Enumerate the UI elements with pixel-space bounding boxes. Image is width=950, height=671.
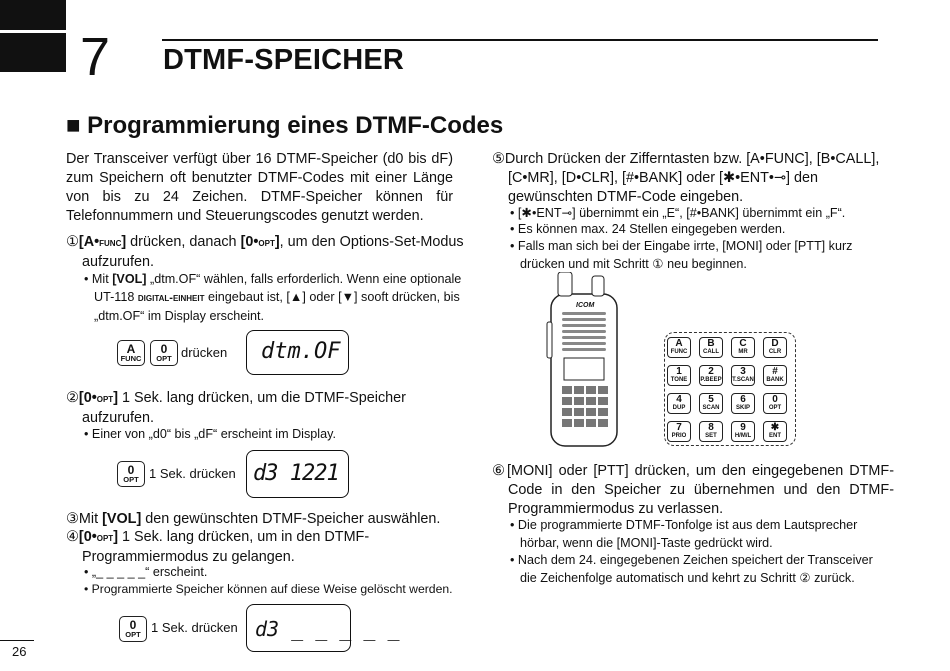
key-opt-label: opt [96,393,114,405]
keypad-key-sub: MR [738,349,748,355]
keypad-key-main: # [772,366,778,377]
step-6-num: ⑥ [492,463,507,479]
fig1-label: drücken [181,345,228,360]
keypad-key-sub: H/M/L [734,433,752,439]
lcd-text: dtm.OF [261,339,341,364]
key-0-opt: [0• [78,529,97,545]
keypad-key-func [667,337,691,358]
keypad-key-main: ✱ [770,422,780,433]
radio-brand: ICOM [576,302,595,309]
chapter-tab-line [0,30,66,33]
keypad-key-sub: T.SCAN [732,377,754,383]
bullet-text: „_ _ _ _ _“ erscheint. [91,565,208,579]
keypad-key-main: 5 [708,394,714,405]
key-func-label: func [99,237,122,249]
lcd-text: d3 _ _ _ _ _ [255,617,400,641]
bullet-text: eingebaut ist, [▲] oder [▼] sooft drücken, bis „dtm.OF“ im Display erscheint. [94,290,460,323]
func-key-icon: A FUNC [117,340,145,366]
step-2 [66,389,469,428]
section-marker: ■ [66,112,81,139]
keypad-key-main: 4 [676,394,682,405]
keypad-key-main: 7 [676,422,682,433]
keypad-key-sub: PRIO [671,433,687,439]
keypad-key-sub: SKIP [735,405,750,411]
keypad-key-sub: CALL [703,349,719,355]
step-5 [492,150,894,207]
bracket: ] [274,234,280,250]
lcd-display-1 [246,330,349,375]
bullet-text: Mit [91,272,113,286]
keypad-key-main: 9 [740,422,746,433]
step-1-bullet: • Mit [VOL] „dtm.OF“ wählen, falls erforderlich. Wenn eine optionale UT-118 digital-einheit eingebaut ist, [▲] oder [▼] sooft drücken, bis „dtm.OF“ im Display erscheint. [84,272,462,323]
step-4 [66,528,469,567]
keypad-key-sub: SCAN [702,405,720,411]
header-rule [162,39,878,41]
keypad-key-ent [763,421,787,442]
keypad-key-main: 1 [676,366,682,377]
step-3-num: ③ [66,511,79,527]
step-5-num: ⑤ [492,151,505,167]
bullet-text: Falls man sich bei der Eingabe irrte, [MONI] oder [PTT] kurz drücken und mit Schritt ① neu beginnen. [517,239,853,271]
fig2-label: 1 Sek. drücken [149,466,236,481]
step-3 [66,510,469,529]
step-5-bullet-2: • Es können max. 24 Stellen eingegeben werden. [510,222,786,236]
keypad-key-sub: SET [705,433,717,439]
keypad-key-main: B [707,338,715,349]
bracket: ] [121,234,127,250]
keypad-key-skip [731,393,755,414]
radio-illustration [546,272,622,448]
bullet-text: Die programmierte DTMF-Tonfolge ist aus dem Lautsprecher hörbar, wenn die [MONI]-Taste gedrückt wird. [517,518,858,550]
step-2-rest: 1 Sek. lang drücken, um die DTMF-Speicher aufzurufen. [82,390,406,426]
keypad-key-scan [699,393,723,414]
lcd-text: d3 1221 [253,461,339,486]
chapter-number: 7 [80,27,111,87]
step-5-bullet-1: • [✱•ENT⊸] übernimmt ein „E“, [#•BANK] übernimmt ein „F“. [510,206,846,220]
page-number: 26 [12,644,27,659]
keypad-key-sub: OPT [768,405,782,411]
step-4-bullet-2: • Programmierte Speicher können auf diese Weise gelöscht werden. [84,582,453,596]
keypad-key-sub: CLR [768,349,782,355]
keypad-key-main: 0 [772,394,778,405]
keypad-key-clr [763,337,787,358]
bullet-text: Nach dem 24. eingegebenen Zeichen speichert der Transceiver die Zeichenfolge automatisch und kehrt zu Schritt ② zurück. [517,553,873,585]
step-4-num: ④ [66,529,79,545]
keypad-key-main: D [771,338,779,349]
section-title-text: Programmierung eines DTMF-Codes [87,112,504,139]
step-6 [492,462,894,519]
keypad-key-sub: ENT [769,433,781,439]
keypad-key-main: 8 [708,422,714,433]
bullet-text: [✱•ENT⊸] übernimmt ein „E“, [#•BANK] übernimmt ein „F“. [517,206,846,220]
step-3-text: Mit [78,511,103,527]
bracket: ] [113,529,118,545]
key-opt-label: opt [96,532,114,544]
keypad-key-hml [731,421,755,442]
bullet-text: „dtm.OF“ wählen, falls erforderlich. Wenn eine optionale UT-118 [94,272,462,304]
step-1-num: ① [66,234,79,250]
keypad-key-opt [763,393,787,414]
step-5-text: Durch Drücken der Zifferntasten bzw. [A•FUNC], [B•CALL], [C•MR], [D•CLR], [#•BANK] oder [✱•ENT•⊸] den gewünschten DTMF-Code eingeben. [504,151,880,205]
keypad-key-sub: TONE [670,377,688,383]
step-5-bullet-3: • Falls man sich bei der Eingabe irrte, [MONI] oder [PTT] kurz drücken und mit Schritt ① neu beginnen. [510,239,853,271]
keypad-key-sub: BANK [766,377,784,383]
step-6-bullet-2: • Nach dem 24. eingegebenen Zeichen speichert der Transceiver die Zeichenfolge automatisch und kehrt zu Schritt ② zurück. [510,553,873,585]
unit-label: digital-einheit [137,292,205,304]
opt-key-icon: 0 OPT [150,340,178,366]
step-3-text: den gewünschten DTMF-Speicher auswählen. [141,511,441,527]
bullet-text: Einer von „d0“ bis „dF“ erscheint im Display. [91,427,336,441]
keypad-key-bank [763,365,787,386]
step-4-bullet-1: • „_ _ _ _ _“ erscheint. [84,565,208,579]
step-6-text: [MONI] oder [PTT] drücken, um den eingegebenen DTMF-Code in den Speicher zu übernehmen und den DTMF-Programmiermodus zu verlassen. [506,463,894,517]
key-0-opt: [0• [240,234,259,250]
step-1-mid: drücken, danach [126,234,241,250]
keypad-key-main: 2 [708,366,714,377]
keypad-key-sub: FUNC [670,349,688,355]
key-vol: [VOL] [102,511,142,527]
keypad-key-tone [667,365,691,386]
opt-key-icon: 0 OPT [119,616,147,642]
keypad-key-set [699,421,723,442]
key-a-func: [A• [78,234,100,250]
section-title [66,112,503,140]
keypad-key-call [699,337,723,358]
key-0-opt: [0• [78,390,97,406]
keypad-key-pbeep [699,365,723,386]
fig3-label: 1 Sek. drücken [151,620,238,635]
step-1-rest: , um den Options-Set-Modus aufzurufen. [82,234,464,270]
step-4-rest: 1 Sek. lang drücken, um in den DTMF-Programmiermodus zu gelangen. [82,529,370,565]
keypad-key-sub: DUP [672,405,686,411]
keypad-key-mr [731,337,755,358]
keypad-key-main: C [739,338,747,349]
keypad-key-main: 6 [740,394,746,405]
chapter-title: DTMF-SPEICHER [163,44,405,76]
step-2-num: ② [66,390,79,406]
key-vol: [VOL] [112,272,147,286]
keypad-key-dup [667,393,691,414]
bracket: ] [113,390,118,406]
keypad-key-main: A [675,338,683,349]
intro-paragraph: Der Transceiver verfügt über 16 DTMF-Speicher (d0 bis dF) zum Speichern oft benutzter DTMF-Codes mit einer Länge von bis zu 24 Zeichen. DTMF-Speicher können für Telefonnummern und Steuerungscodes genutzt werden. [66,151,453,224]
lcd-display-3 [246,604,400,652]
page-number-rule [0,640,34,641]
step-1 [66,233,469,272]
bullet-text: Es können max. 24 Stellen eingegeben werden. [517,222,786,236]
keypad-key-sub: P.BEEP [700,377,722,383]
keypad-key-tscan [731,365,755,386]
step-6-bullet-1: • Die programmierte DTMF-Tonfolge ist aus dem Lautsprecher hörbar, wenn die [MONI]-Taste gedrückt wird. [510,518,858,550]
keypad-key-prio [667,421,691,442]
bullet-text: Programmierte Speicher können auf diese Weise gelöscht werden. [91,582,453,596]
lcd-display-2 [246,450,349,498]
step-2-bullet: • Einer von „d0“ bis „dF“ erscheint im Display. [84,427,336,441]
opt-key-icon: 0 OPT [117,461,145,487]
chapter-tab [0,0,66,72]
keypad-key-main: 3 [740,366,746,377]
key-opt-label: opt [258,237,275,249]
